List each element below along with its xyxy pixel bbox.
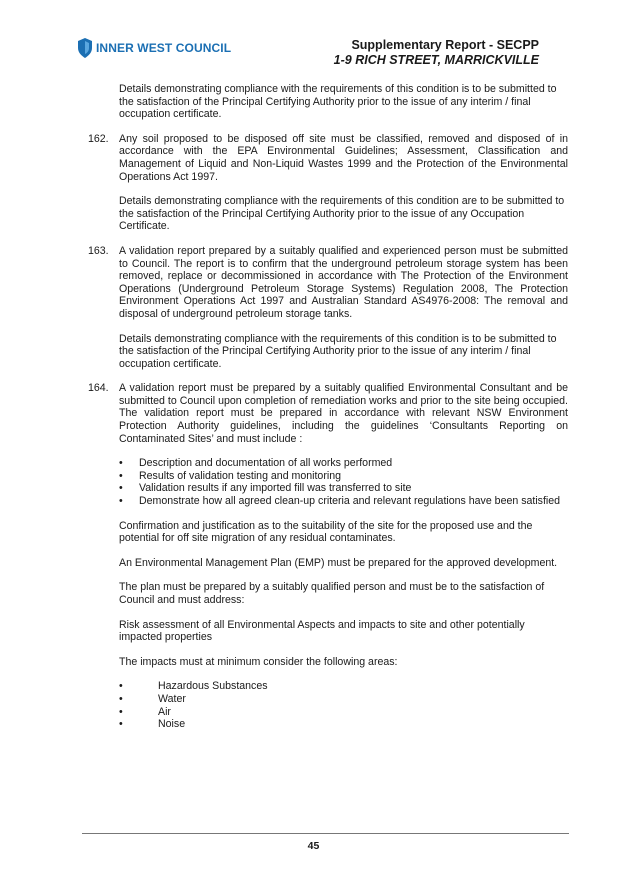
condition-163-details: Details demonstrating compliance with the requirements of this condition is to be submitted to the satisfaction of the Principal Certifying Authority prior to the issue of any interim / final occupation certificate. <box>119 332 557 370</box>
condition-number: 164. <box>88 382 109 395</box>
condition-163 <box>88 245 568 321</box>
validation-bullet-list <box>88 457 568 507</box>
bullet-icon: • <box>119 482 123 495</box>
logo-text: INNER WEST COUNCIL <box>96 41 232 55</box>
bullet-icon: • <box>119 495 123 508</box>
bullet-icon: • <box>119 680 123 693</box>
condition-162 <box>88 133 568 183</box>
emp-paragraph: An Environmental Management Plan (EMP) must be prepared for the approved development. <box>119 556 558 569</box>
bullet-icon: • <box>119 469 123 482</box>
list-item: • Demonstrate how all agreed clean-up criteria and relevant regulations have been satisfied <box>119 495 561 508</box>
list-item: • Water <box>119 692 186 705</box>
footer-divider <box>82 833 569 834</box>
condition-number: 163. <box>88 244 109 257</box>
bullet-icon: • <box>119 705 123 718</box>
impact-areas-list <box>88 680 568 730</box>
list-item: • Description and documentation of all works performed <box>119 457 393 470</box>
document-body <box>88 83 568 731</box>
report-title: Supplementary Report - SECPP <box>351 38 539 52</box>
plan-paragraph: The plan must be prepared by a suitably qualified person and must be to the satisfaction of Council and must address: <box>119 581 545 606</box>
bullet-icon: • <box>119 457 123 470</box>
list-item: • Hazardous Substances <box>119 680 268 693</box>
bullet-icon: • <box>119 718 123 731</box>
list-item: • Noise <box>119 718 186 731</box>
council-logo-icon <box>77 38 93 58</box>
impacts-paragraph: The impacts must at minimum consider the following areas: <box>119 655 398 668</box>
confirmation-paragraph: Confirmation and justification as to the suitability of the site for the proposed use and the potential for off site migration of any residual contaminates. <box>119 519 533 545</box>
report-header <box>334 38 539 68</box>
condition-164 <box>88 382 568 445</box>
condition-number: 162. <box>88 132 109 145</box>
list-item: • Results of validation testing and monitoring <box>119 469 341 482</box>
bullet-icon: • <box>119 692 123 705</box>
condition-162-details: Details demonstrating compliance with the requirements of this condition are to be submitted to the satisfaction of the Principal Certifying Authority prior to the issue of any Occupation Certificate. <box>119 195 565 233</box>
page-number: 45 <box>307 840 320 852</box>
risk-paragraph: Risk assessment of all Environmental Aspects and impacts to site and other potentially impacted properties <box>119 618 525 644</box>
list-item: • Validation results if any imported fill was transferred to site <box>119 482 412 495</box>
intro-paragraph: Details demonstrating compliance with the requirements of this condition is to be submitted to the satisfaction of the Principal Certifying Authority prior to the issue of any interim / final occupation certificate. <box>119 83 557 121</box>
council-logo <box>77 38 231 58</box>
condition-text: Any soil proposed to be disposed off site must be classified, removed and disposed of in accordance with the EPA Environmental Guidelines; Assessment, Classification and Management of Liquid and Non-Liquid Wastes 1999 and the Protection of the Environmental Operations Act 1997. <box>119 132 568 183</box>
condition-text: A validation report must be prepared by a suitably qualified Environmental Consultant and be submitted to Council upon completion of remediation works and prior to the site being occupied. The validation report must be prepared in accordance with relevant NSW Environment Protection Authority guidelines, including the guidelines ‘Consultants Reporting on Contaminated Sites’ and must include : <box>119 382 568 445</box>
condition-text: A validation report prepared by a suitably qualified and experienced person must be submitted to Council. The report is to confirm that the underground petroleum storage system has been removed, replace or decommissioned in accordance with The Protection of the Environment Operations (Underground Petroleum Storage Systems) Regulation 2008, The Protection Environment Operations Act 1997 and Australian Standard AS4976-2008: The removal and disposal of underground petroleum storage tanks. <box>119 244 568 320</box>
list-item: • Air <box>119 705 171 718</box>
report-subtitle: 1-9 RICH STREET, MARRICKVILLE <box>333 53 539 67</box>
